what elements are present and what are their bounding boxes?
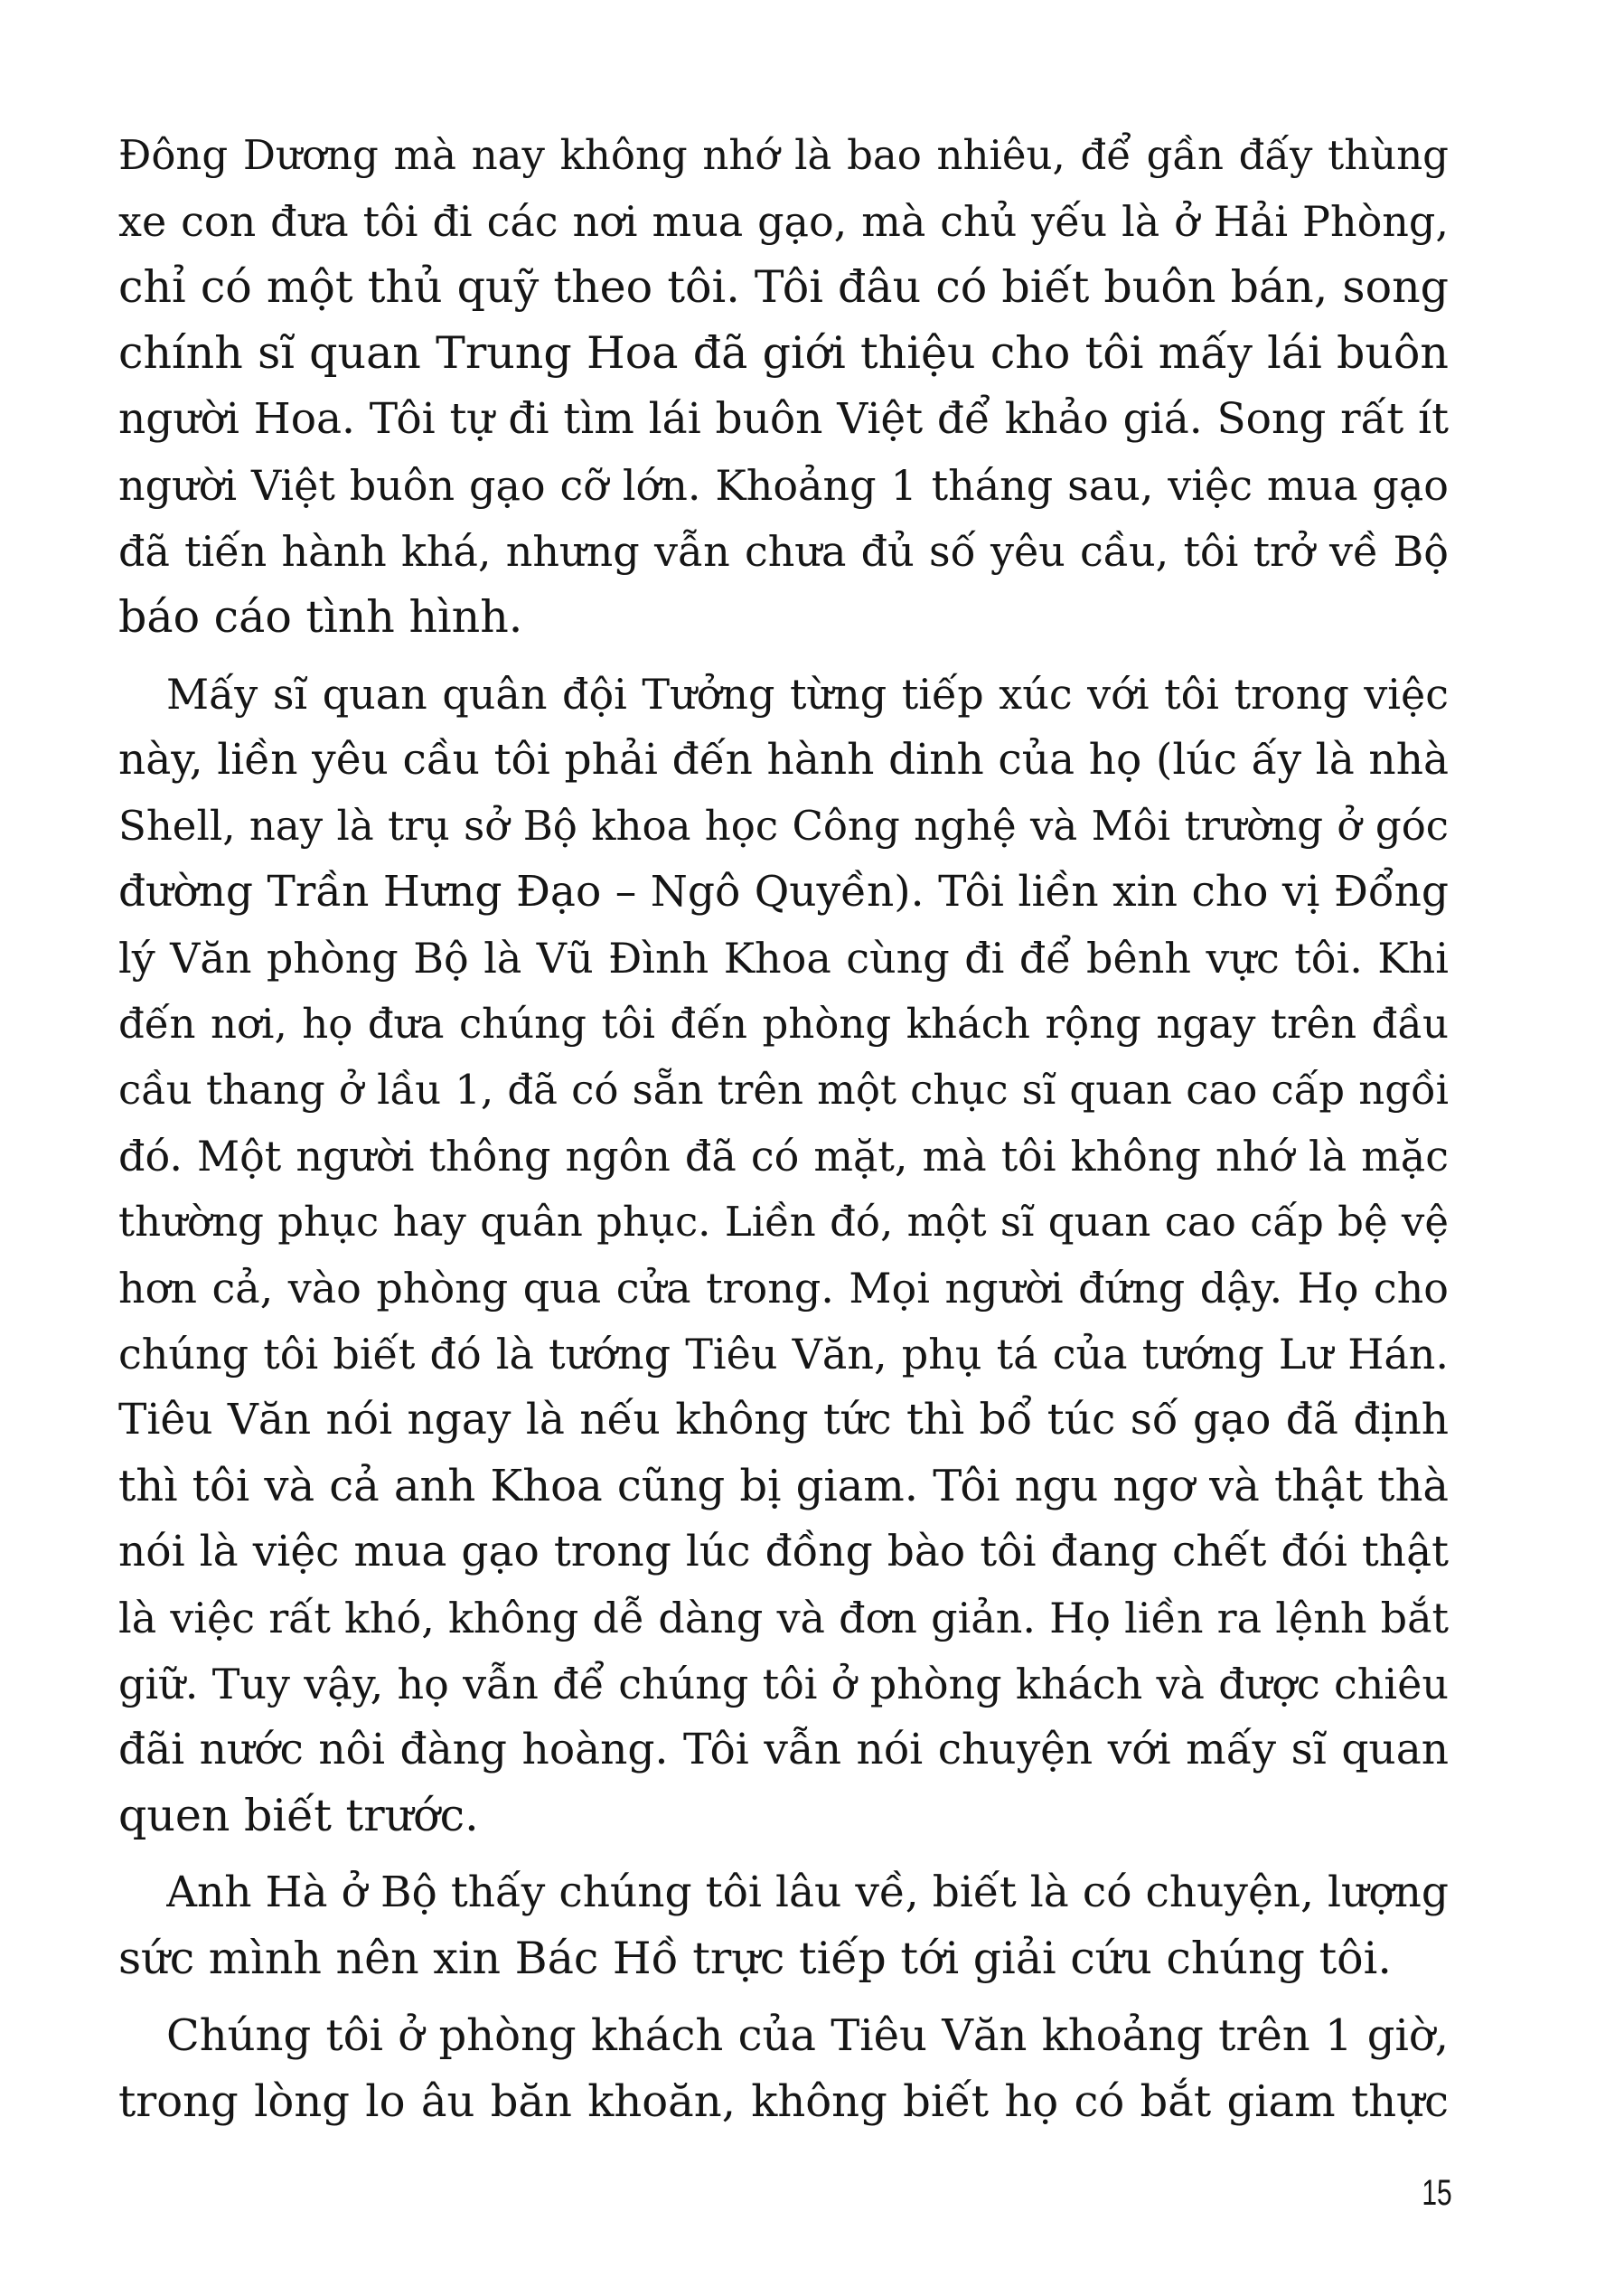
page-number: 15 <box>1422 2173 1452 2213</box>
text-line: giữ. Tuy vậy, họ vẫn để chúng tôi ở phòng khách và được chiêu <box>118 1660 1449 1708</box>
text-line: thường phục hay quân phục. Liền đó, một sĩ quan cao cấp bệ vệ <box>118 1198 1449 1246</box>
text-line: hơn cả, vào phòng qua cửa trong. Mọi người đứng dậy. Họ cho <box>118 1264 1449 1313</box>
text-line: xe con đưa tôi đi các nơi mua gạo, mà chủ yếu là ở Hải Phòng, <box>118 197 1449 246</box>
text-line: đường Trần Hưng Đạo – Ngô Quyền). Tôi liền xin cho vị Đổng <box>118 867 1449 917</box>
text-line: sức mình nên xin Bác Hồ trực tiếp tới giải cứu chúng tôi. <box>118 1933 1392 1984</box>
text-line: Anh Hà ở Bộ thấy chúng tôi lâu về, biết là có chuyện, lượng <box>166 1868 1449 1917</box>
text-line: quen biết trước. <box>118 1790 479 1841</box>
text-line: Mấy sĩ quan quân đội Tưởng từng tiếp xúc với tôi trong việc <box>166 670 1449 719</box>
text-line: chính sĩ quan Trung Hoa đã giới thiệu cho tôi mấy lái buôn <box>118 327 1449 379</box>
text-line: là việc rất khó, không dễ dàng và đơn giản. Họ liền ra lệnh bắt <box>118 1594 1449 1642</box>
text-line: này, liền yêu cầu tôi phải đến hành dinh của họ (lúc ấy là nhà <box>118 735 1449 785</box>
text-line: Chúng tôi ở phòng khách của Tiêu Văn khoảng trên 1 giờ, <box>166 2010 1449 2061</box>
text-line: đến nơi, họ đưa chúng tôi đến phòng khách rộng ngay trên đầu <box>118 1000 1449 1048</box>
text-line: báo cáo tình hình. <box>118 591 523 643</box>
text-line: chúng tôi biết đó là tướng Tiêu Văn, phụ tá của tướng Lư Hán. <box>118 1330 1449 1379</box>
text-line: nói là việc mua gạo trong lúc đồng bào tôi đang chết đói thật <box>118 1527 1449 1576</box>
text-line: đã tiến hành khá, nhưng vẫn chưa đủ số yêu cầu, tôi trở về Bộ <box>118 527 1449 576</box>
text-line: đãi nước nôi đàng hoàng. Tôi vẫn nói chuyện với mấy sĩ quan <box>118 1725 1449 1774</box>
text-line: người Hoa. Tôi tự đi tìm lái buôn Việt để khảo giá. Song rất ít <box>118 394 1449 444</box>
text-line: người Việt buôn gạo cỡ lớn. Khoảng 1 tháng sau, việc mua gạo <box>118 461 1449 510</box>
text-line: trong lòng lo âu băn khoăn, không biết họ có bắt giam thực <box>118 2076 1449 2127</box>
text-line: Tiêu Văn nói ngay là nếu không tức thì bổ túc số gạo đã định <box>118 1395 1449 1444</box>
text-line: chỉ có một thủ quỹ theo tôi. Tôi đâu có biết buôn bán, song <box>118 261 1449 313</box>
text-line: Shell, nay là trụ sở Bộ khoa học Công nghệ và Môi trường ở góc <box>118 802 1449 850</box>
text-line: thì tôi và cả anh Khoa cũng bị giam. Tôi ngu ngơ và thật thà <box>118 1461 1449 1511</box>
text-line: Đông Dương mà nay không nhớ là bao nhiêu, để gần đấy thùng <box>118 131 1449 179</box>
text-line: lý Văn phòng Bộ là Vũ Đình Khoa cùng đi để bênh vực tôi. Khi <box>118 934 1449 983</box>
text-line: cầu thang ở lầu 1, đã có sẵn trên một chục sĩ quan cao cấp ngồi <box>118 1066 1449 1114</box>
text-line: đó. Một người thông ngôn đã có mặt, mà tôi không nhớ là mặc <box>118 1132 1449 1181</box>
